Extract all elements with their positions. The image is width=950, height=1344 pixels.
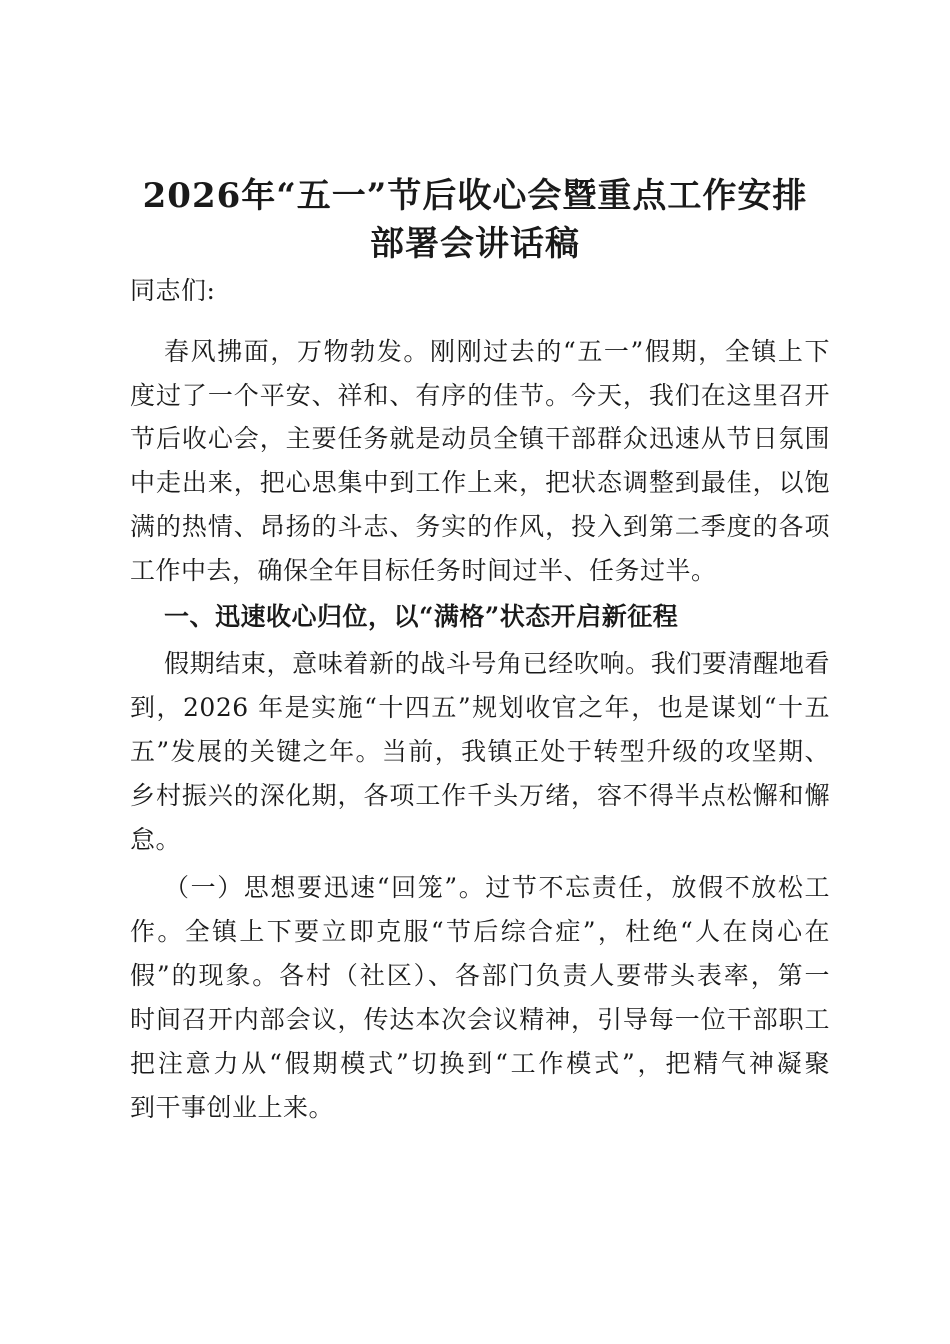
paragraph-3-line: 时间召开内部会议，传达本次会议精神，引导每一位干部职工 bbox=[130, 1005, 830, 1034]
paragraph-1-line: 节后收心会，主要任务就是动员全镇干部群众迅速从节日氛围 bbox=[130, 424, 830, 453]
paragraph-1-line: 中走出来，把心思集中到工作上来，把状态调整到最佳，以饱 bbox=[130, 468, 830, 497]
paragraph-3-line: 作。全镇上下要立即克服“节后综合症”，杜绝“人在岗心在 bbox=[130, 917, 830, 946]
document-title-line-1: 2026年“五一”节后收心会暨重点工作安排 bbox=[142, 176, 808, 216]
paragraph-2-line: 乡村振兴的深化期，各项工作千头万绪，容不得半点松懈和懈 bbox=[130, 781, 830, 810]
paragraph-2-line: 到，2026 年是实施“十四五”规划收官之年，也是谋划“十五 bbox=[130, 693, 830, 722]
paragraph-1-line: 工作中去，确保全年目标任务时间过半、任务过半。 bbox=[130, 556, 717, 585]
paragraph-3-line: 到干事创业上来。 bbox=[130, 1093, 335, 1122]
salutation: 同志们: bbox=[130, 276, 216, 305]
paragraph-1-line: 度过了一个平安、祥和、有序的佳节。今天，我们在这里召开 bbox=[130, 381, 830, 410]
paragraph-3-line: 假”的现象。各村（社区）、各部门负责人要带头表率，第一 bbox=[130, 961, 830, 990]
paragraph-3-line: 过节不忘责任，放假不放松工 bbox=[485, 873, 830, 902]
paragraph-2-line: 怠。 bbox=[130, 825, 182, 854]
subsection-1-first-line bbox=[164, 872, 830, 904]
paragraph-2-line: 五”发展的关键之年。当前，我镇正处于转型升级的攻坚期、 bbox=[130, 737, 830, 766]
subsection-1-label: （一）思想要迅速“回笼”。 bbox=[164, 873, 486, 902]
paragraph-2-line: 假期结束，意味着新的战斗号角已经吹响。我们要清醒地看 bbox=[164, 649, 830, 678]
paragraph-3-line: 把注意力从“假期模式”切换到“工作模式”，把精气神凝聚 bbox=[130, 1049, 830, 1078]
paragraph-1-line: 满的热情、昂扬的斗志、务实的作风，投入到第二季度的各项 bbox=[130, 512, 830, 541]
paragraph-1-line: 春风拂面，万物勃发。刚刚过去的“五一”假期，全镇上下 bbox=[164, 337, 830, 366]
document-title-line-2: 部署会讲话稿 bbox=[370, 224, 580, 264]
section-heading-1: 一、迅速收心归位，以“满格”状态开启新征程 bbox=[164, 602, 679, 631]
